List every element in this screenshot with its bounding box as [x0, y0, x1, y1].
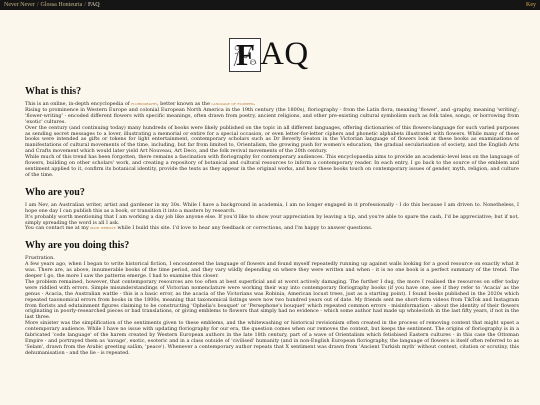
- breadcrumb-separator: /: [84, 2, 86, 8]
- text: , better known as the: [157, 101, 210, 107]
- paragraph: Frustration.: [25, 255, 55, 262]
- breadcrumb-glossa-honteuria[interactable]: Glossa Honteuria: [40, 2, 83, 8]
- section-heading: Why are you doing this?: [25, 240, 130, 252]
- section-why: [25, 240, 519, 356]
- main-website-link[interactable]: main website: [90, 225, 116, 232]
- page-title: [229, 38, 313, 72]
- text: while I build this site. I'd love to hear any feedback or corrections, and I'm happy to answer questions.: [117, 225, 373, 232]
- section-who: [25, 187, 519, 233]
- top-bar: [0, 0, 540, 10]
- faq-content: [25, 86, 519, 365]
- paragraph: Over the century (and continuing today) many hundreds of books were likely published on the topic in all different languages, offering dictionaries of this flowers-language for such varied purposes as sending secret messages to a lover, illustrating a memorial or entire for a special occasion, or even letter-for-letter ciphers and phonetic alphabets illustrated with flowers. While many of these books were intended as gifts or tokens for light entertainment, contemporary scholars such as Dr Beverly Seaton in the Victorian language of flowers look at these books as examinations of manifestations of cultural movements of the time, including, but far from limited to, Orientalism, the growing push for women's education, the gradual secularisation of society, and the English Arts and Crafts movement which would later yield Art Nouveau, Art Deco, and the folk revival movements of the 20th century.: [25, 124, 519, 155]
- breadcrumb: [4, 0, 100, 10]
- illuminated-initial: [229, 38, 261, 72]
- title-initial: F: [236, 37, 255, 72]
- section-heading: What is this?: [25, 86, 82, 97]
- paragraph: It's probably worth mentioning that I am working a day job like anyone else. If you'd like to show your appreciation by leaving a tip, and you're able to spare the cash, I'd be appreciative; but if not, simply spreading the word is all I ask.: [25, 213, 519, 226]
- breadcrumb-never-never[interactable]: Never Never: [4, 2, 35, 8]
- title-rest: AQ: [260, 36, 309, 72]
- section-heading: Who are you?: [25, 186, 85, 198]
- paragraph: The problem remained, however, that contemporary resources are too often at best superficial and at worst actively damaging. The further I dug, the more I realised the resources on offer today were riddled with errors. Simple misunderstandings of Victorian nomenclature were working their way into contemporary floriography books (if you have one, see if they refer to 'Acacia' as the genus - Acacia, the Australian wattle - this is a basic error, as the acacia of the Victorians was Robinia, American locust trees, just as a starting point). I found books published in the 2020s which repeated taxonomical errors from books in the 1800s, meaning that taxonomical listings were now two hundred years out of date. My friends sent me short-form videos from TikTok and Instagram from florists and edutainment figures claiming to be constructing 'Ophelia's bouquet' or 'Persephone's bouquet' which repeated common errors - misinformation - about the identity of their flowers originating in poorly-researched pieces or bad translations, or giving emblems to flowers that simply had no evidence - which some author had made up wholecloth in the last fifty years, if not in the last three.: [25, 278, 519, 321]
- paragraph: A few years ago, when I began to write historical fiction, I encountered the language of flowers and found myself repeatedly running up against walls looking for a good resource on exactly what it was. There are, as above, innumerable books of the time period, and they vary wildly depending on where they were written and when - it is no one book is a perfect summary of the trend. The deeper I go, the more I saw the patterns emerge. I had to examine this closer.: [25, 261, 519, 280]
- breadcrumb-current: FAQ: [88, 2, 100, 8]
- paragraph: [25, 226, 519, 232]
- section-what: [25, 86, 519, 179]
- floriography-link[interactable]: floriography: [131, 101, 158, 107]
- paragraph: Rising to prominence in Western Europe and colonial European North America in the 19th century (the 1800s), floriography - from the Latin flora, meaning 'flower', and -graphy, meaning 'writing'; 'flower-writing' - encoded different flowers with specific meanings, often drawn from poetry, ancient religions, and other pre-existing cultural symbolism such as folk tales, songs, or borrowing from 'exotic' cultures.: [25, 106, 519, 125]
- text: This is an online, in-depth encyclopedia of: [25, 101, 130, 107]
- paragraph: More sinister was the simplification of the sentiments given to these emblems, and the whitewashing or historical revisionism often created in the process of removing content that might upset a contemporary audience. While I have no issue with updating floriography for our era, the question comes when our removes the context, but keeps the sentiment. The origins of floriography is in a fabricated 'code language' of the harem created by Western European authors in the late 18th century, part of a wave of Orientalism which fetishised Eastern cultures - in this case the Ottoman Empire - and portrayed them as 'savage', exotic, esoteric and in a class outside of 'civilised' humanity (and in non-English European floriography, the language of flowers is itself often referred to as 'Selam', drawn from the Arabic greeting salām, 'peace'). Whenever a contemporary author repeats that X sentiment was drawn from 'Ancient Turkish myth' without context, citation or scrutiny, this dehumanisation - and the lie - is repeated.: [25, 320, 519, 356]
- paragraph: While much of this trend has been forgotten, there remains a fascination with floriography for contemporary audiences. This encyclopaedia aims to provide an academic-level lens on the language of flowers, building on other scholars' work, and creating a repository of botanical and cultural resources to inform a contemporary reader. In each entry, I go back to the source of the emblem and sentiment applied to it, confirm its botanical identity, provide the texts as they appear in the original works, and how these books touch on contemporary issues of gender, myth, religion, and culture of the time.: [25, 154, 519, 178]
- key-link[interactable]: Key: [526, 2, 536, 8]
- text: You can contact me at my: [25, 225, 89, 232]
- text: .: [253, 101, 256, 107]
- paragraph: I am Nev, an Australian writer, artist and gardener in my 30s. While I have a background in academia, I am no longer engaged in it professionally - I do this because I am driven to. Nonetheless, I hope one day I can publish this as a book, or transition it into a masters by research.: [25, 201, 519, 214]
- breadcrumb-separator: /: [36, 2, 39, 8]
- language-of-flowers-link[interactable]: language of flowers: [211, 101, 254, 107]
